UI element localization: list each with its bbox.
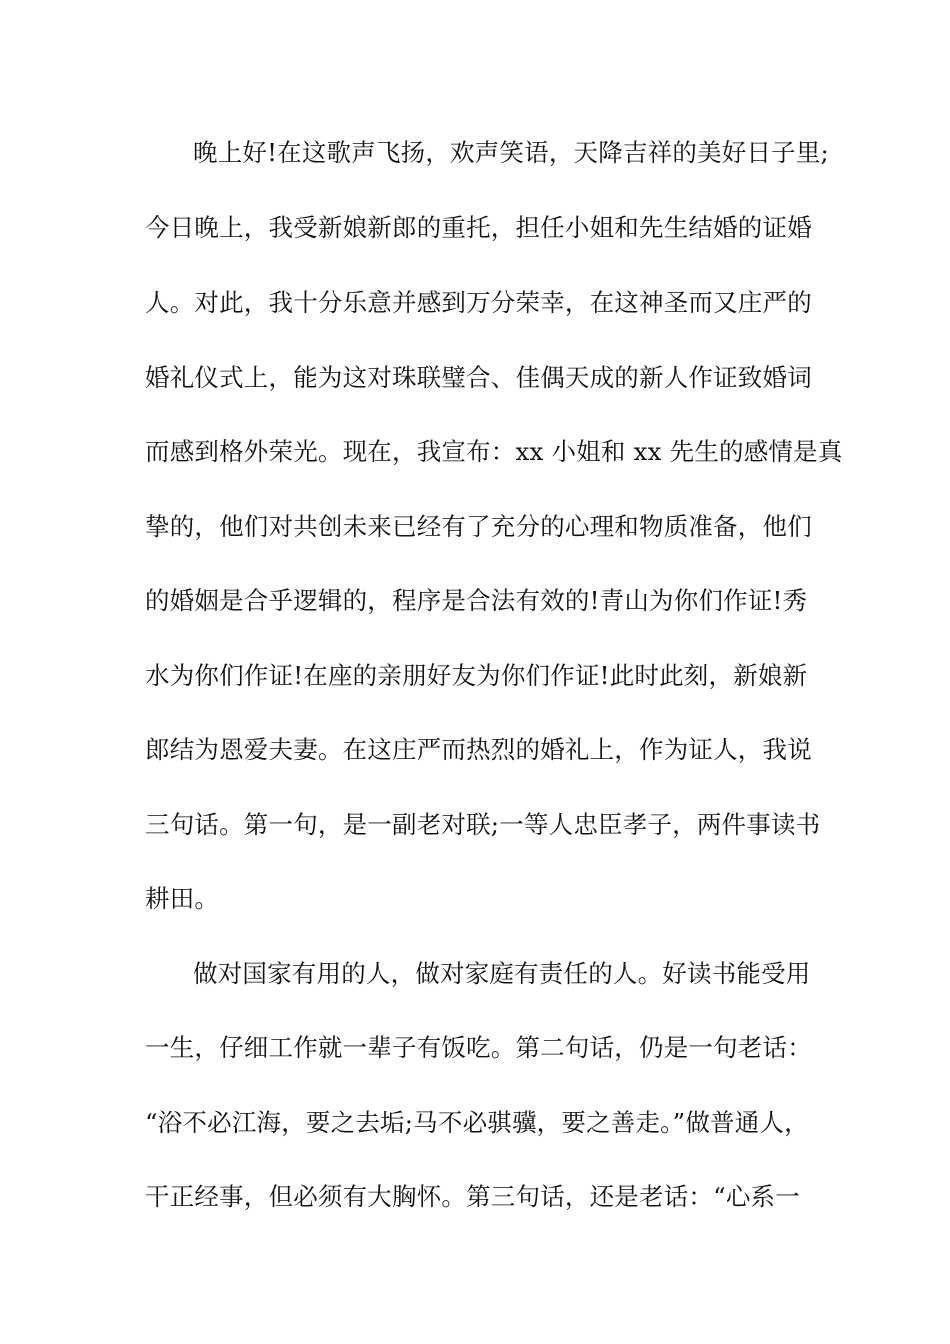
- paragraph-1-line-2: 今日晚上，我受新娘新郎的重托，担任小姐和先生结婚的证婚: [145, 213, 812, 242]
- paragraph-1-line-7: 的婚姻是合乎逻辑的，程序是合法有效的!青山为你们作证!秀: [145, 586, 808, 615]
- paragraph-1-line-8: 水为你们作证!在座的亲朋好友为你们作证!此时此刻，新娘新: [145, 661, 808, 690]
- paragraph-1-line-11: 耕田。: [145, 884, 220, 913]
- paragraph-1-line-3: 人。对此，我十分乐意并感到万分荣幸，在这神圣而又庄严的: [145, 288, 812, 317]
- paragraph-2-line-2: 一生，仔细工作就一辈子有饭吃。第二句话，仍是一句老话：: [145, 1033, 812, 1062]
- paragraph-2-line-1: 做对国家有用的人，做对家庭有责任的人。好读书能受用: [193, 959, 811, 988]
- paragraph-2-line-3: “浴不必江海，要之去垢;马不必骐骥，要之善走。”做普通人，: [145, 1108, 809, 1137]
- paragraph-1-line-9: 郎结为恩爱夫妻。在这庄严而热烈的婚礼上，作为证人，我说: [145, 735, 812, 764]
- paragraph-1-line-4: 婚礼仪式上，能为这对珠联璧合、佳偶天成的新人作证致婚词: [145, 363, 812, 392]
- paragraph-1-line-1: 晚上好!在这歌声飞扬，欢声笑语，天降吉祥的美好日子里;: [193, 138, 829, 167]
- paragraph-1-line-5: 而感到格外荣光。现在，我宣布：xx 小姐和 xx 先生的感情是真: [145, 437, 843, 466]
- paragraph-2-line-4: 干正经事，但必须有大胸怀。第三句话，还是老话：“心系一: [145, 1182, 800, 1211]
- paragraph-1-line-6: 挚的，他们对共创未来已经有了充分的心理和物质准备，他们: [145, 512, 812, 541]
- paragraph-1-line-10: 三句话。第一句，是一副老对联;一等人忠臣孝子，两件事读书: [145, 810, 821, 839]
